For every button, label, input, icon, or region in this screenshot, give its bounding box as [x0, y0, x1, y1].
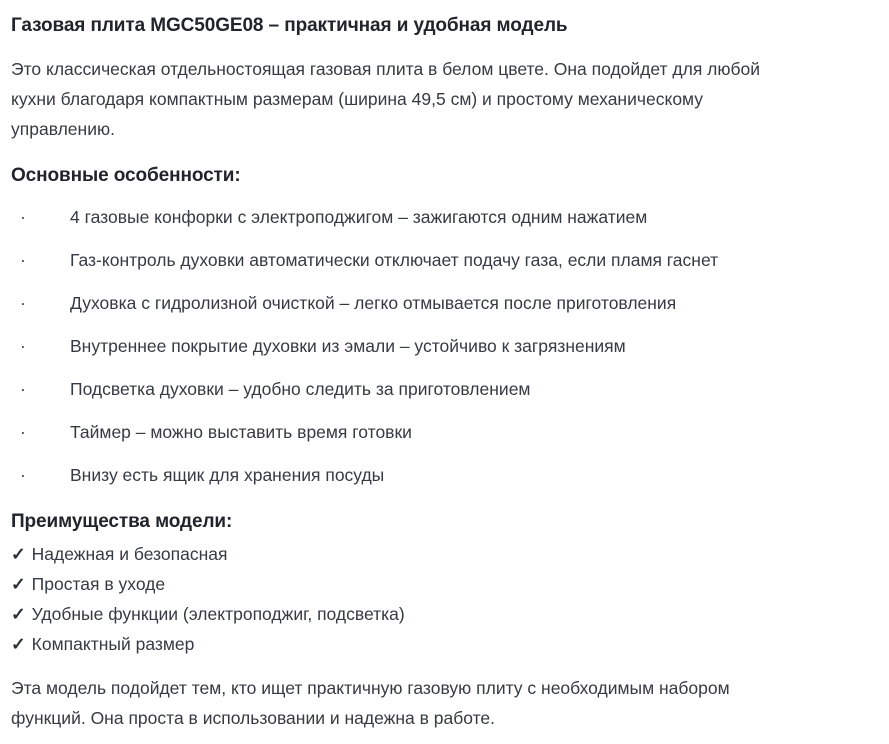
- feature-text: Газ-контроль духовки автоматически отключает подачу газа, если пламя гаснет: [70, 250, 719, 270]
- advantage-text: Удобные функции (электроподжиг, подсветка): [31, 604, 405, 624]
- bullet-marker: ·: [20, 293, 26, 313]
- advantage-item: [11, 629, 878, 659]
- advantage-item: [11, 539, 878, 569]
- advantage-item: [11, 599, 878, 629]
- feature-text: Духовка с гидролизной очисткой – легко отмывается после приготовления: [70, 293, 677, 313]
- advantage-text: Простая в уходе: [31, 574, 166, 594]
- feature-item: [11, 374, 878, 404]
- text-line: функций. Она проста в использовании и надежна в работе.: [11, 708, 496, 728]
- checkmark-icon: ✓: [11, 634, 26, 654]
- bullet-marker: ·: [20, 336, 26, 356]
- feature-text: Таймер – можно выставить время готовки: [70, 422, 412, 442]
- bullet-marker: ·: [20, 465, 26, 485]
- feature-item: [11, 245, 878, 275]
- text-line: управлению.: [11, 119, 115, 139]
- checkmark-icon: ✓: [11, 544, 26, 564]
- text-line: кухни благодаря компактным размерам (ширина 49,5 см) и простому механическому: [11, 89, 704, 109]
- checkmark-icon: ✓: [11, 604, 26, 624]
- feature-list: [11, 202, 878, 490]
- page-title: Газовая плита MGC50GE08 – практичная и удобная модель: [11, 15, 568, 36]
- advantages-heading: Преимущества модели:: [11, 511, 233, 532]
- feature-item: [11, 417, 878, 447]
- intro-paragraph: [11, 54, 878, 144]
- bullet-marker: ·: [20, 379, 26, 399]
- advantage-item: [11, 569, 878, 599]
- text-line: Это классическая отдельностоящая газовая плита в белом цвете. Она подойдет для любой: [11, 59, 761, 79]
- feature-text: 4 газовые конфорки с электроподжигом – зажигаются одним нажатием: [70, 207, 648, 227]
- feature-text: Внутреннее покрытие духовки из эмали – устойчиво к загрязнениям: [70, 336, 626, 356]
- advantage-text: Компактный размер: [31, 634, 195, 654]
- feature-item: [11, 202, 878, 232]
- bullet-marker: ·: [20, 207, 26, 227]
- closing-paragraph: [11, 673, 878, 733]
- feature-item: [11, 331, 878, 361]
- feature-item: [11, 288, 878, 318]
- feature-item: [11, 460, 878, 490]
- bullet-marker: ·: [20, 250, 26, 270]
- checkmark-icon: ✓: [11, 574, 26, 594]
- text-line: Эта модель подойдет тем, кто ищет практичную газовую плиту с необходимым набором: [11, 678, 730, 698]
- advantage-list: [11, 539, 878, 659]
- feature-text: Подсветка духовки – удобно следить за приготовлением: [70, 379, 531, 399]
- bullet-marker: ·: [20, 422, 26, 442]
- features-heading: Основные особенности:: [11, 165, 241, 186]
- advantage-text: Надежная и безопасная: [31, 544, 228, 564]
- feature-text: Внизу есть ящик для хранения посуды: [70, 465, 385, 485]
